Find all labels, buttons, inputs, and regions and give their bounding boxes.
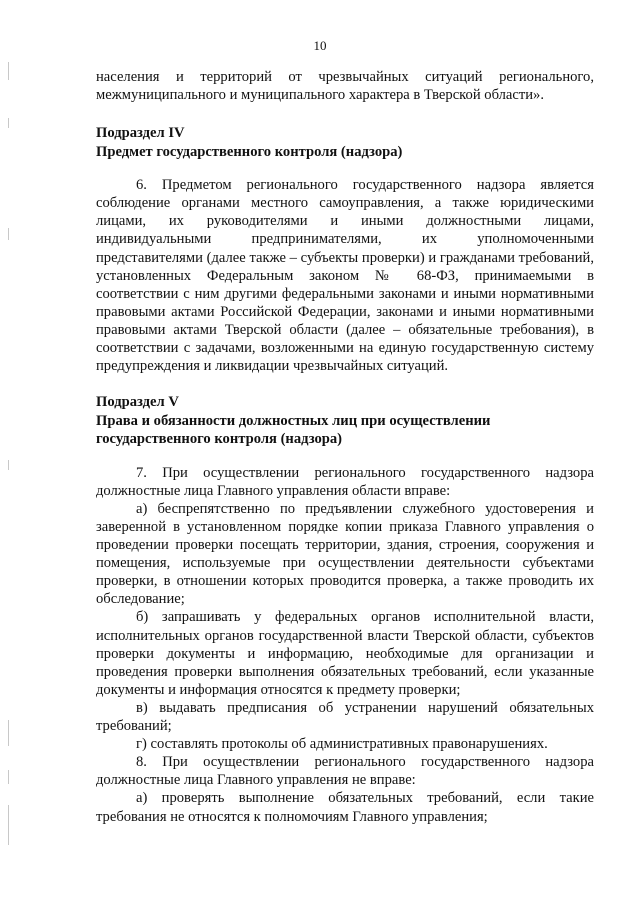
intro-continuation: населения и территорий от чрезвычайных ситуаций регионального, межмуниципального и муниципального характера в Тверской области». — [96, 69, 594, 104]
page-number: 10 — [313, 38, 327, 53]
paragraph-7b: б) запрашивать у федеральных органов исполнительной власти, исполнительных органов государственной власти Тверской области, субъектов проверки документы и информацию, необходимые для организации и проведения проверки выполнения обязательных требований, если указанные документы и информация относятся к предмету проверки; — [96, 609, 594, 698]
section-5-title-line2: государственного контроля (надзора) — [96, 431, 343, 448]
paragraph-7: 7. При осуществлении регионального государственного надзора должностные лица Главного управления области вправе: — [96, 464, 594, 499]
document-body — [96, 68, 594, 826]
section-5-label: Подраздел V — [96, 394, 179, 411]
paragraph-7d: г) составлять протоколы об административных правонарушениях. — [136, 736, 548, 753]
paragraph-7c: в) выдавать предписания об устранении нарушений обязательных требований; — [96, 699, 594, 735]
paragraph-6: 6. Предметом регионального государственного надзора является соблюдение органами местного самоуправления, а также юридическими лицами, их руководителями и иными должностными лицами, индивидуальными предпринимателями, их уполномоченными представителями (далее также – субъекты проверки) и гражданами требований, установленных Федеральным законом № 68-ФЗ, принимаемыми в соответствии с ним другими федеральными законами и иными нормативными правовыми актами Российской Федерации, законами и иными нормативными правовыми актами Тверской области (далее – обязательные требования), в соответствии с задачами, возложенными на единую государственную систему предупреждения и ликвидации чрезвычайных ситуаций. — [96, 177, 594, 375]
section-4-label: Подраздел IV — [96, 125, 185, 142]
paragraph-8: 8. При осуществлении регионального государственного надзора должностные лица Главного управления не вправе: — [96, 754, 594, 789]
section-4-title: Предмет государственного контроля (надзора) — [96, 143, 403, 160]
paragraph-8a: а) проверять выполнение обязательных требований, если такие требования не относятся к полномочиям Главного управления; — [96, 790, 594, 825]
paragraph-7a: а) беспрепятственно по предъявлении служебного удостоверения и заверенной в установленном порядке копии приказа Главного управления о проведении проверки посещать территории, здания, строения, сооружения и помещения, используемые при осуществлении деятельности субъектами проверки, в отношении которых проводится проверка, а также проводить их обследование; — [96, 500, 594, 608]
section-5-title-line1: Права и обязанности должностных лиц при осуществлении — [96, 412, 491, 429]
